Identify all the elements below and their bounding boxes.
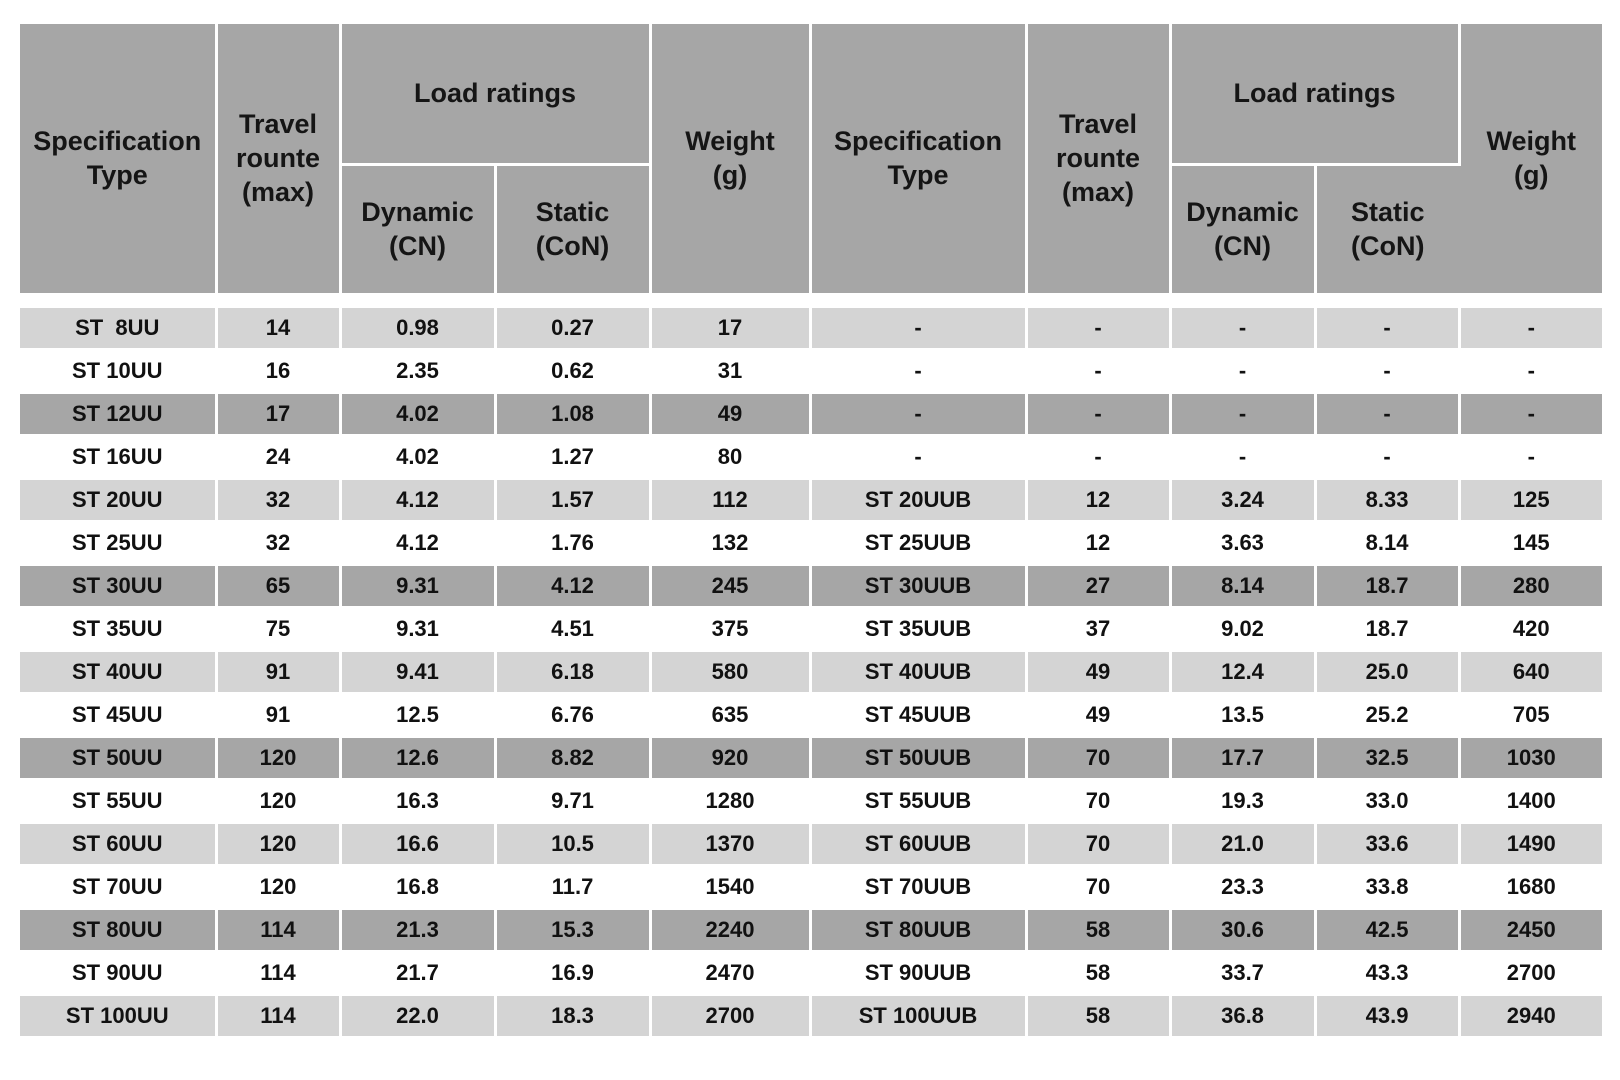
- table-row: [20, 779, 1602, 822]
- cell-static-b: -: [1315, 308, 1459, 350]
- cell-travel: 120: [216, 822, 340, 865]
- cell-weight: 2700: [650, 994, 810, 1037]
- cell-dynamic: 22.0: [340, 994, 495, 1037]
- cell-static: 16.9: [495, 951, 650, 994]
- cell-spec-type: ST 35UU: [20, 607, 216, 650]
- cell-weight-b: 280: [1459, 564, 1602, 607]
- cell-dynamic-b: -: [1170, 349, 1315, 392]
- header-spec-type-right: Specification Type: [810, 24, 1026, 294]
- cell-static: 4.12: [495, 564, 650, 607]
- cell-static-b: 33.0: [1315, 779, 1459, 822]
- cell-spec-type-b: ST 90UUB: [810, 951, 1026, 994]
- header-static-right: Static (CoN): [1315, 164, 1459, 294]
- cell-dynamic-b: 33.7: [1170, 951, 1315, 994]
- table-row: [20, 736, 1602, 779]
- cell-weight-b: 125: [1459, 478, 1602, 521]
- header-weight-left: Weight (g): [650, 24, 810, 294]
- cell-travel-b: 49: [1026, 693, 1170, 736]
- cell-travel-b: 12: [1026, 521, 1170, 564]
- cell-spec-type-b: ST 20UUB: [810, 478, 1026, 521]
- cell-dynamic: 9.31: [340, 564, 495, 607]
- cell-weight-b: 2940: [1459, 994, 1602, 1037]
- header-dynamic-right: Dynamic (CN): [1170, 164, 1315, 294]
- cell-dynamic: 16.3: [340, 779, 495, 822]
- cell-static-b: 18.7: [1315, 607, 1459, 650]
- cell-travel-b: 12: [1026, 478, 1170, 521]
- header-weight-right: Weight (g): [1459, 24, 1602, 294]
- cell-travel-b: -: [1026, 308, 1170, 350]
- cell-travel: 16: [216, 349, 340, 392]
- cell-weight-b: 2450: [1459, 908, 1602, 951]
- cell-static: 4.51: [495, 607, 650, 650]
- cell-static: 1.27: [495, 435, 650, 478]
- cell-spec-type: ST 10UU: [20, 349, 216, 392]
- cell-travel: 91: [216, 650, 340, 693]
- cell-weight: 1280: [650, 779, 810, 822]
- cell-spec-type: ST 45UU: [20, 693, 216, 736]
- cell-travel-b: -: [1026, 392, 1170, 435]
- cell-static-b: 18.7: [1315, 564, 1459, 607]
- table-row: [20, 392, 1602, 435]
- cell-travel: 75: [216, 607, 340, 650]
- cell-dynamic-b: 21.0: [1170, 822, 1315, 865]
- cell-weight: 2470: [650, 951, 810, 994]
- cell-spec-type: ST 90UU: [20, 951, 216, 994]
- cell-dynamic-b: 17.7: [1170, 736, 1315, 779]
- table-row: [20, 822, 1602, 865]
- cell-weight-b: 640: [1459, 650, 1602, 693]
- cell-static-b: 8.33: [1315, 478, 1459, 521]
- cell-weight: 31: [650, 349, 810, 392]
- cell-travel-b: -: [1026, 349, 1170, 392]
- cell-weight: 49: [650, 392, 810, 435]
- cell-weight: 580: [650, 650, 810, 693]
- cell-dynamic-b: 9.02: [1170, 607, 1315, 650]
- table-row: [20, 951, 1602, 994]
- cell-spec-type-b: ST 40UUB: [810, 650, 1026, 693]
- cell-dynamic: 12.5: [340, 693, 495, 736]
- header-travel-left: Travel rounte (max): [216, 24, 340, 294]
- cell-spec-type-b: ST 70UUB: [810, 865, 1026, 908]
- table-row: [20, 865, 1602, 908]
- cell-spec-type: ST 60UU: [20, 822, 216, 865]
- table-row: [20, 521, 1602, 564]
- header-load-ratings-left: Load ratings: [340, 24, 650, 164]
- header-spacer: [20, 294, 1602, 308]
- cell-dynamic-b: 23.3: [1170, 865, 1315, 908]
- cell-spec-type-b: -: [810, 349, 1026, 392]
- cell-static: 1.08: [495, 392, 650, 435]
- cell-travel-b: 58: [1026, 908, 1170, 951]
- cell-travel-b: 27: [1026, 564, 1170, 607]
- cell-dynamic-b: 3.63: [1170, 521, 1315, 564]
- cell-static: 0.27: [495, 308, 650, 350]
- cell-travel: 91: [216, 693, 340, 736]
- cell-spec-type-b: ST 100UUB: [810, 994, 1026, 1037]
- cell-travel: 14: [216, 308, 340, 350]
- cell-weight-b: 1490: [1459, 822, 1602, 865]
- cell-dynamic-b: 12.4: [1170, 650, 1315, 693]
- cell-spec-type-b: -: [810, 308, 1026, 350]
- cell-weight-b: -: [1459, 392, 1602, 435]
- cell-spec-type-b: ST 30UUB: [810, 564, 1026, 607]
- header-dynamic-left: Dynamic (CN): [340, 164, 495, 294]
- cell-spec-type: ST 100UU: [20, 994, 216, 1037]
- cell-spec-type-b: ST 60UUB: [810, 822, 1026, 865]
- cell-dynamic-b: 13.5: [1170, 693, 1315, 736]
- header-spec-type-left: Specification Type: [20, 24, 216, 294]
- cell-dynamic: 2.35: [340, 349, 495, 392]
- cell-dynamic: 4.12: [340, 521, 495, 564]
- cell-weight-b: -: [1459, 308, 1602, 350]
- cell-dynamic: 16.6: [340, 822, 495, 865]
- cell-weight: 245: [650, 564, 810, 607]
- cell-static-b: 42.5: [1315, 908, 1459, 951]
- cell-weight: 1540: [650, 865, 810, 908]
- cell-travel-b: 70: [1026, 865, 1170, 908]
- table-row: [20, 564, 1602, 607]
- cell-travel-b: -: [1026, 435, 1170, 478]
- cell-dynamic-b: 3.24: [1170, 478, 1315, 521]
- cell-travel-b: 70: [1026, 822, 1170, 865]
- table-row: [20, 349, 1602, 392]
- cell-dynamic: 9.41: [340, 650, 495, 693]
- cell-weight-b: 1400: [1459, 779, 1602, 822]
- cell-travel: 114: [216, 951, 340, 994]
- cell-travel-b: 37: [1026, 607, 1170, 650]
- cell-travel: 114: [216, 908, 340, 951]
- cell-weight-b: 420: [1459, 607, 1602, 650]
- cell-static: 6.18: [495, 650, 650, 693]
- cell-static: 18.3: [495, 994, 650, 1037]
- cell-spec-type: ST 12UU: [20, 392, 216, 435]
- cell-travel-b: 70: [1026, 736, 1170, 779]
- cell-static-b: 32.5: [1315, 736, 1459, 779]
- cell-spec-type-b: ST 50UUB: [810, 736, 1026, 779]
- cell-weight: 635: [650, 693, 810, 736]
- cell-spec-type: ST 50UU: [20, 736, 216, 779]
- cell-dynamic-b: 36.8: [1170, 994, 1315, 1037]
- table-header: [20, 24, 1602, 308]
- cell-weight: 132: [650, 521, 810, 564]
- cell-travel: 32: [216, 478, 340, 521]
- cell-static-b: 43.9: [1315, 994, 1459, 1037]
- cell-weight: 17: [650, 308, 810, 350]
- cell-travel: 120: [216, 865, 340, 908]
- cell-dynamic: 16.8: [340, 865, 495, 908]
- table-row: [20, 908, 1602, 951]
- cell-travel: 32: [216, 521, 340, 564]
- cell-spec-type-b: ST 80UUB: [810, 908, 1026, 951]
- cell-spec-type: ST 40UU: [20, 650, 216, 693]
- cell-static: 11.7: [495, 865, 650, 908]
- cell-spec-type: ST 80UU: [20, 908, 216, 951]
- cell-weight: 80: [650, 435, 810, 478]
- cell-spec-type: ST 25UU: [20, 521, 216, 564]
- cell-static-b: 25.0: [1315, 650, 1459, 693]
- cell-weight: 375: [650, 607, 810, 650]
- table-row: [20, 435, 1602, 478]
- cell-spec-type: ST 55UU: [20, 779, 216, 822]
- table-row: [20, 308, 1602, 350]
- cell-travel: 114: [216, 994, 340, 1037]
- cell-weight: 2240: [650, 908, 810, 951]
- specification-table: [20, 24, 1602, 1039]
- header-static-left: Static (CoN): [495, 164, 650, 294]
- cell-dynamic-b: -: [1170, 308, 1315, 350]
- cell-weight-b: 2700: [1459, 951, 1602, 994]
- cell-spec-type-b: ST 35UUB: [810, 607, 1026, 650]
- cell-weight: 1370: [650, 822, 810, 865]
- cell-weight: 112: [650, 478, 810, 521]
- cell-dynamic-b: 30.6: [1170, 908, 1315, 951]
- table-row: [20, 650, 1602, 693]
- cell-weight: 920: [650, 736, 810, 779]
- cell-weight-b: 705: [1459, 693, 1602, 736]
- cell-dynamic-b: -: [1170, 435, 1315, 478]
- cell-static: 6.76: [495, 693, 650, 736]
- cell-static-b: 8.14: [1315, 521, 1459, 564]
- cell-static-b: -: [1315, 349, 1459, 392]
- cell-spec-type-b: -: [810, 435, 1026, 478]
- cell-weight-b: 145: [1459, 521, 1602, 564]
- table-row: [20, 693, 1602, 736]
- cell-weight-b: -: [1459, 349, 1602, 392]
- cell-dynamic: 9.31: [340, 607, 495, 650]
- cell-dynamic-b: -: [1170, 392, 1315, 435]
- cell-static: 0.62: [495, 349, 650, 392]
- cell-travel: 120: [216, 779, 340, 822]
- cell-static-b: 33.6: [1315, 822, 1459, 865]
- cell-dynamic-b: 8.14: [1170, 564, 1315, 607]
- cell-spec-type-b: ST 45UUB: [810, 693, 1026, 736]
- cell-travel: 65: [216, 564, 340, 607]
- cell-weight-b: 1030: [1459, 736, 1602, 779]
- cell-travel-b: 49: [1026, 650, 1170, 693]
- cell-spec-type: ST 70UU: [20, 865, 216, 908]
- cell-spec-type-b: ST 25UUB: [810, 521, 1026, 564]
- cell-travel: 24: [216, 435, 340, 478]
- cell-travel-b: 58: [1026, 994, 1170, 1037]
- cell-static-b: -: [1315, 392, 1459, 435]
- cell-spec-type: ST 8UU: [20, 308, 216, 350]
- cell-travel: 120: [216, 736, 340, 779]
- cell-dynamic: 21.3: [340, 908, 495, 951]
- cell-spec-type-b: -: [810, 392, 1026, 435]
- spacer-cell: [20, 294, 1602, 308]
- table-row: [20, 994, 1602, 1037]
- cell-static-b: 33.8: [1315, 865, 1459, 908]
- cell-static-b: -: [1315, 435, 1459, 478]
- cell-static-b: 25.2: [1315, 693, 1459, 736]
- table-row: [20, 607, 1602, 650]
- cell-spec-type: ST 20UU: [20, 478, 216, 521]
- header-load-ratings-right: Load ratings: [1170, 24, 1459, 164]
- cell-travel-b: 58: [1026, 951, 1170, 994]
- cell-travel-b: 70: [1026, 779, 1170, 822]
- cell-dynamic: 4.02: [340, 392, 495, 435]
- cell-static: 10.5: [495, 822, 650, 865]
- cell-dynamic: 21.7: [340, 951, 495, 994]
- cell-weight-b: -: [1459, 435, 1602, 478]
- cell-spec-type-b: ST 55UUB: [810, 779, 1026, 822]
- table-body: [20, 308, 1602, 1038]
- table-row: [20, 478, 1602, 521]
- cell-dynamic-b: 19.3: [1170, 779, 1315, 822]
- cell-static-b: 43.3: [1315, 951, 1459, 994]
- cell-travel: 17: [216, 392, 340, 435]
- cell-dynamic: 4.02: [340, 435, 495, 478]
- cell-static: 15.3: [495, 908, 650, 951]
- cell-dynamic: 0.98: [340, 308, 495, 350]
- cell-spec-type: ST 16UU: [20, 435, 216, 478]
- header-travel-right: Travel rounte (max): [1026, 24, 1170, 294]
- cell-spec-type: ST 30UU: [20, 564, 216, 607]
- cell-static: 1.57: [495, 478, 650, 521]
- cell-weight-b: 1680: [1459, 865, 1602, 908]
- cell-static: 1.76: [495, 521, 650, 564]
- spec-table-container: [20, 24, 1602, 1039]
- cell-dynamic: 4.12: [340, 478, 495, 521]
- cell-static: 8.82: [495, 736, 650, 779]
- cell-static: 9.71: [495, 779, 650, 822]
- cell-dynamic: 12.6: [340, 736, 495, 779]
